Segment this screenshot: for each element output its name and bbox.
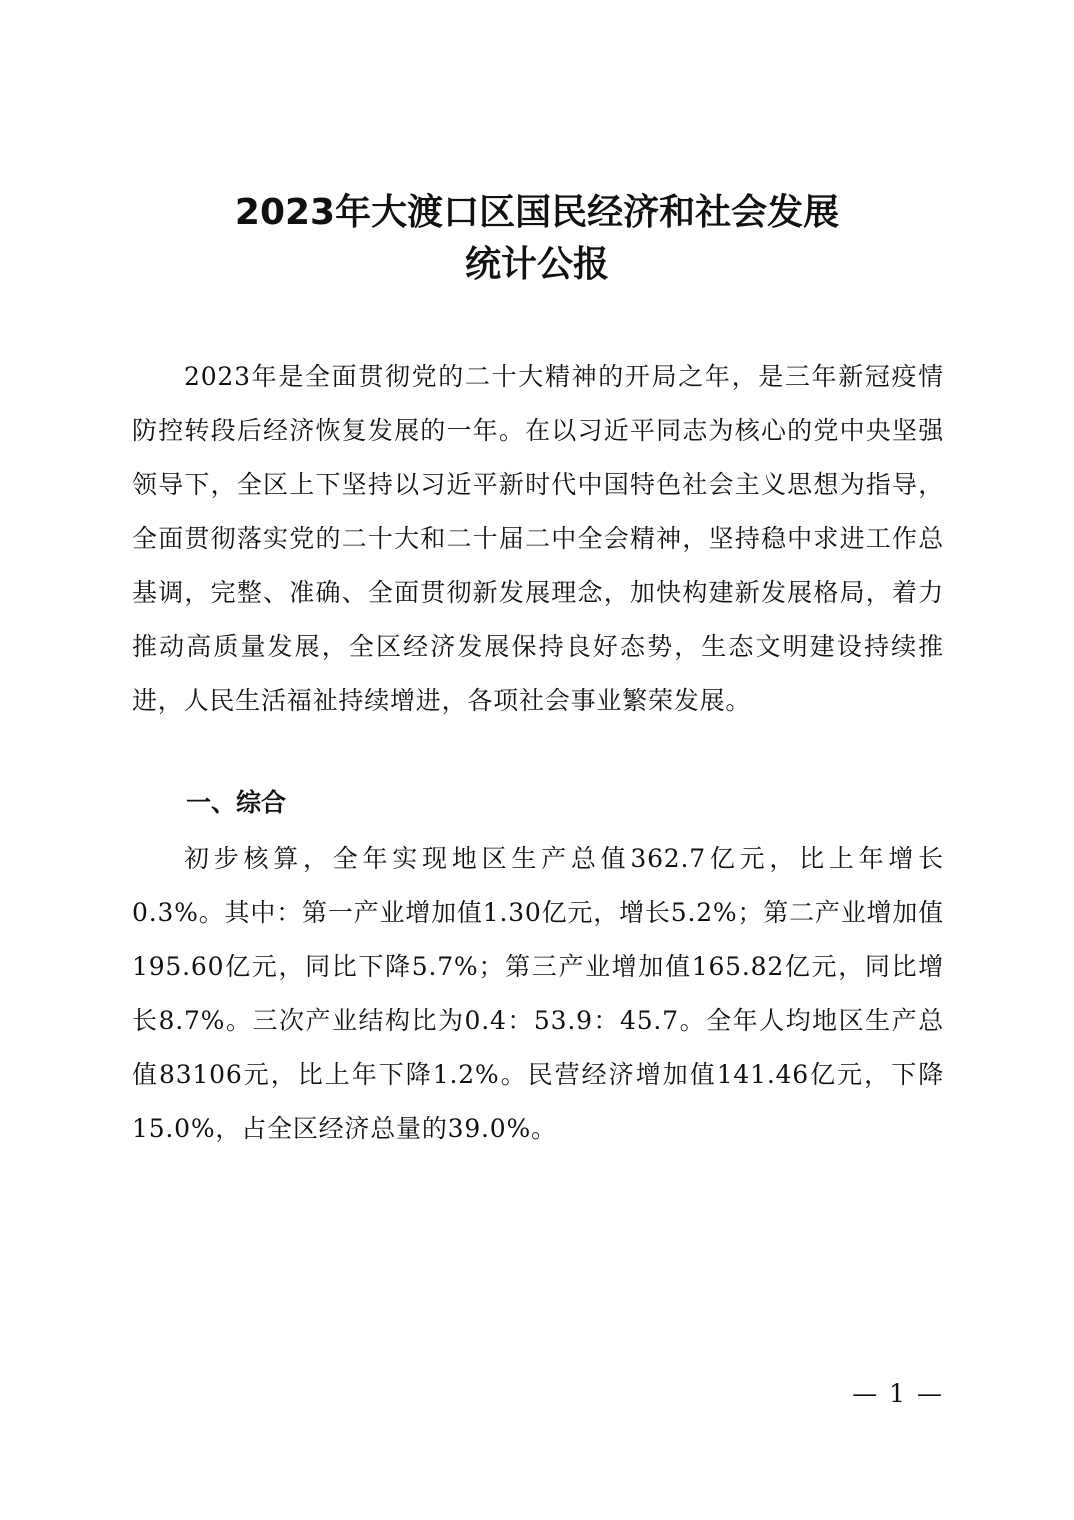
document-title-line-1: 2023年大渡口区国民经济和社会发展 xyxy=(234,192,840,233)
overview-paragraph: 初步核算，全年实现地区生产总值362.7亿元，比上年增长0.3%。其中：第一产业增加值1.30亿元，增长5.2%；第二产业增加值195.60亿元，同比下降5.7%；第三产业增加值165.82亿元，同比增长8.7%。三次产业结构比为0.4：53.9：45.7。全年人均地区生产总值83106元，比上年下降1.2%。民营经济增加值141.46亿元，下降15.0%，占全区经济总量的39.0%。 xyxy=(132,844,944,1143)
intro-paragraph: 2023年是全面贯彻党的二十大精神的开局之年，是三年新冠疫情防控转段后经济恢复发展的一年。在以习近平同志为核心的党中央坚强领导下，全区上下坚持以习近平新时代中国特色社会主义思想为指导，全面贯彻落实党的二十大和二十届二中全会精神，坚持稳中求进工作总基调，完整、准确、全面贯彻新发展理念，加快构建新发展格局，着力推动高质量发展，全区经济发展保持良好态势，生态文明建设持续推进，人民生活福祉持续增进，各项社会事业繁荣发展。 xyxy=(132,362,944,715)
document-title-line-2: 统计公报 xyxy=(464,244,609,285)
page-number: — 1 — xyxy=(852,1379,944,1408)
section-heading-overview: 一、综合 xyxy=(186,788,287,817)
